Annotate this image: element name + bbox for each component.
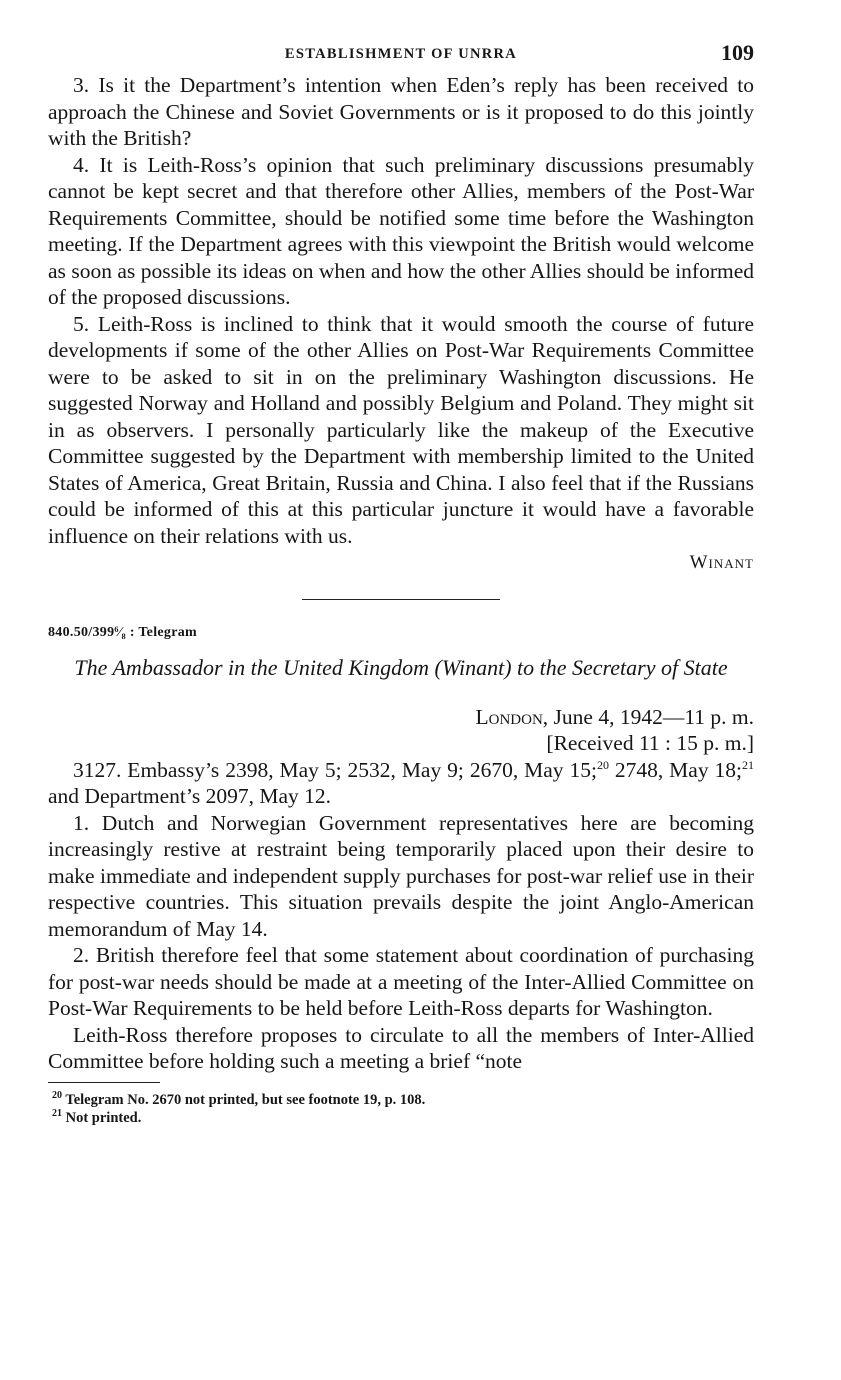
reference-paragraph <box>48 757 754 810</box>
dateline-place: London <box>475 704 543 729</box>
footnote-21 <box>48 1109 754 1127</box>
paragraph-1: 1. Dutch and Norwegian Government representatives here are becoming increasingly restive at restraint being temporarily placed upon their desire to make immediate and independent supply purchases for post-war relief use in their respective countries. This situation prevails despite the joint Anglo-American memorandum of May 14. <box>48 810 754 941</box>
file-reference: 840.50/399⁶⁄₈ : Telegram <box>48 624 197 640</box>
reference-text-2: 2748, May 18; <box>608 757 742 782</box>
reference-text-1: 3127. Embassy’s 2398, May 5; 2532, May 9; 2670, May 15; <box>73 757 597 782</box>
running-title: ESTABLISHMENT OF UNRRA <box>284 46 518 62</box>
signature: Winant <box>689 552 754 573</box>
dateline-date: , June 4, 1942—11 p. m. <box>542 704 754 729</box>
section-divider <box>302 599 500 600</box>
footnote-21-marker: 21 <box>52 1107 62 1119</box>
second-document-body <box>48 757 754 1075</box>
paragraph-4: 4. It is Leith-Ross’s opinion that such preliminary discussions presumably cannot be kept secret and that therefore other Allies, members of the Post-War Requirements Committee, should be notified some time before the Washington meeting. If the Department agrees with this viewpoint the British would welcome as soon as possible its ideas on when and how the other Allies should be informed of the proposed discussions. <box>48 152 754 309</box>
document-title: The Ambassador in the United Kingdom (Winant) to the Secretary of State <box>74 654 728 680</box>
paragraph-closing: Leith-Ross therefore proposes to circulate to all the members of Inter-Allied Committee before holding such a meeting a brief “note <box>48 1022 754 1073</box>
paragraph-5: 5. Leith-Ross is inclined to think that it would smooth the course of future developments if some of the other Allies on Post-War Requirements Committee were to be asked to sit in on the preliminary Washington discussions. He suggested Norway and Holland and possibly Belgium and Poland. They might sit in as observers. I personally particularly like the makeup of the Executive Committee suggested by the Department with membership limited to the United States of America, Great Britain, Russia and China. I also feel that if the Russians could be informed of this at this particular juncture it would have a favorable influence on their relations with us. <box>48 311 754 548</box>
footnote-20-marker: 20 <box>52 1089 62 1101</box>
reference-text-3: and Department’s 2097, May 12. <box>48 784 332 808</box>
footnote-20-text: Telegram No. 2670 not printed, but see footnote 19, p. 108. <box>65 1091 426 1108</box>
footnote-marker-21: 21 <box>742 757 754 772</box>
page-number: 109 <box>721 40 754 65</box>
paragraph-3: 3. Is it the Department’s intention when Eden’s reply has been received to approach the Chinese and Soviet Governments or is it proposed to do this jointly with the British? <box>48 73 754 150</box>
received-note: [Received 11 : 15 p. m.] <box>546 731 754 755</box>
first-document-body <box>48 72 754 577</box>
footnote-marker-20: 20 <box>596 757 609 772</box>
dateline <box>48 704 754 731</box>
footnote-20 <box>48 1091 754 1109</box>
footnote-divider <box>48 1082 160 1083</box>
footnote-21-text: Not printed. <box>65 1109 142 1126</box>
running-head <box>48 38 754 72</box>
paragraph-2: 2. British therefore feel that some statement about coordination of purchasing for post-war needs should be made at a meeting of the Inter-Allied Committee on Post-War Requirements to be held before Leith-Ross departs for Washington. <box>48 943 754 1020</box>
document-page <box>48 38 754 1127</box>
